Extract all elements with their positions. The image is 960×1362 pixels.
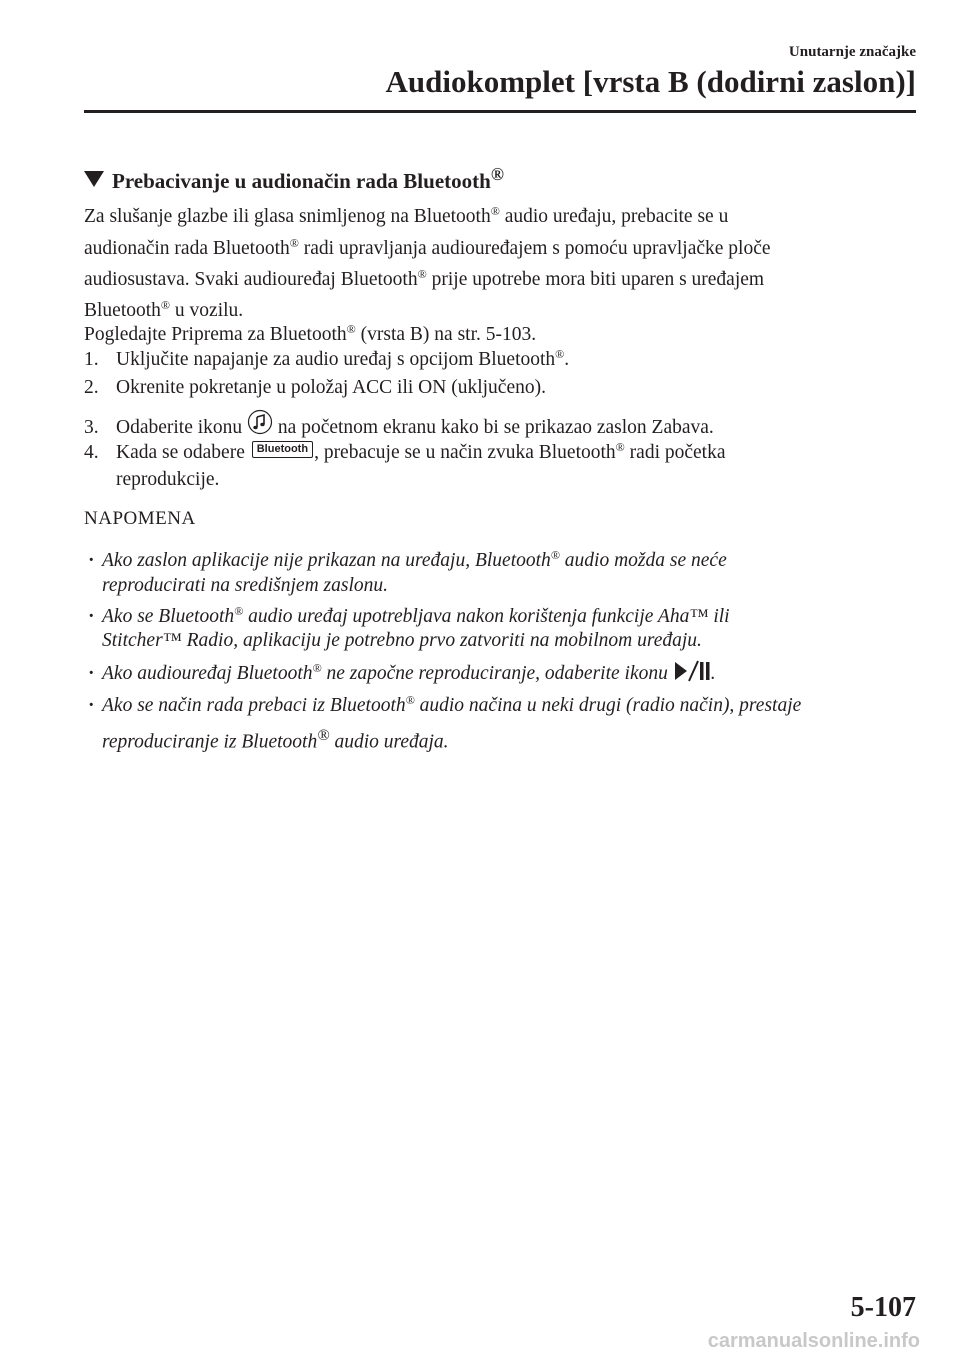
intro-line-2: audionačin rada Bluetooth® radi upravljanja audiouređajem s pomoću upravljačke ploče — [84, 236, 771, 259]
intro-line-3: audiosustava. Svaki audiouređaj Bluetooth® prije upotrebe mora biti uparen s uređajem — [84, 267, 765, 290]
intro-line-1: Za slušanje glazbe ili glasa snimljenog na Bluetooth® audio uređaju, prebacite se u — [84, 204, 729, 227]
step-4: 4. Kada se odabere Bluetooth , prebacuje se u način zvuka Bluetooth® radi početka — [84, 440, 726, 463]
step-3: 3. Odaberite ikonu na početnom ekranu kako bi se prikazao zaslon Zabava. — [84, 409, 714, 441]
play-pause-icon — [673, 660, 711, 682]
bullet: · — [88, 663, 95, 684]
music-note-icon — [247, 409, 273, 437]
watermark: carmanualsonline.info — [707, 1330, 920, 1352]
note-4-continued: reproduciranje iz Bluetooth® audio uređaja. — [102, 726, 449, 753]
note-1: · Ako zaslon aplikacije nije prikazan na uređaju, Bluetooth® audio možda se neće — [88, 548, 727, 574]
note-3: · Ako audiouređaj Bluetooth® ne započne reproduciranje, odaberite ikonu . — [88, 660, 716, 687]
triangle-down-icon — [84, 171, 104, 187]
header-divider — [84, 110, 916, 113]
note-1-continued: reproducirati na središnjem zaslonu. — [102, 575, 388, 596]
page-number: 5-107 — [850, 1292, 916, 1323]
heading-text: Prebacivanje u audionačin rada Bluetooth — [112, 169, 491, 193]
step-4-continued: reprodukcije. — [116, 469, 220, 490]
note-2-continued: Stitcher™ Radio, aplikaciju je potrebno prvo zatvoriti na mobilnom uređaju. — [102, 630, 702, 651]
section-label: Unutarnje značajke — [788, 44, 916, 60]
note-4: · Ako se način rada prebaci iz Bluetooth® audio načina u neki drugi (radio način), prestaje — [88, 693, 801, 719]
intro-line-4: Bluetooth® u vozilu. — [84, 298, 244, 321]
reference-line: Pogledajte Priprema za Bluetooth® (vrsta B) na str. 5-103. — [84, 322, 537, 345]
note-2: · Ako se Bluetooth® audio uređaj upotrebljava nakon korištenja funkcije Aha™ ili — [88, 604, 730, 630]
bullet: · — [88, 550, 95, 571]
step-1: 1. Uključite napajanje za audio uređaj s opcijom Bluetooth®. — [84, 347, 570, 370]
registered-mark: ® — [490, 164, 504, 184]
section-heading — [84, 164, 504, 194]
note-label: NAPOMENA — [84, 508, 196, 529]
bullet: · — [88, 695, 95, 716]
step-2: 2. Okrenite pokretanje u položaj ACC ili ON (uključeno). — [84, 377, 546, 398]
bullet: · — [88, 606, 95, 627]
page-title: Audiokomplet [vrsta B (dodirni zaslon)] — [385, 64, 916, 99]
bluetooth-source-button[interactable]: Bluetooth — [252, 441, 313, 458]
